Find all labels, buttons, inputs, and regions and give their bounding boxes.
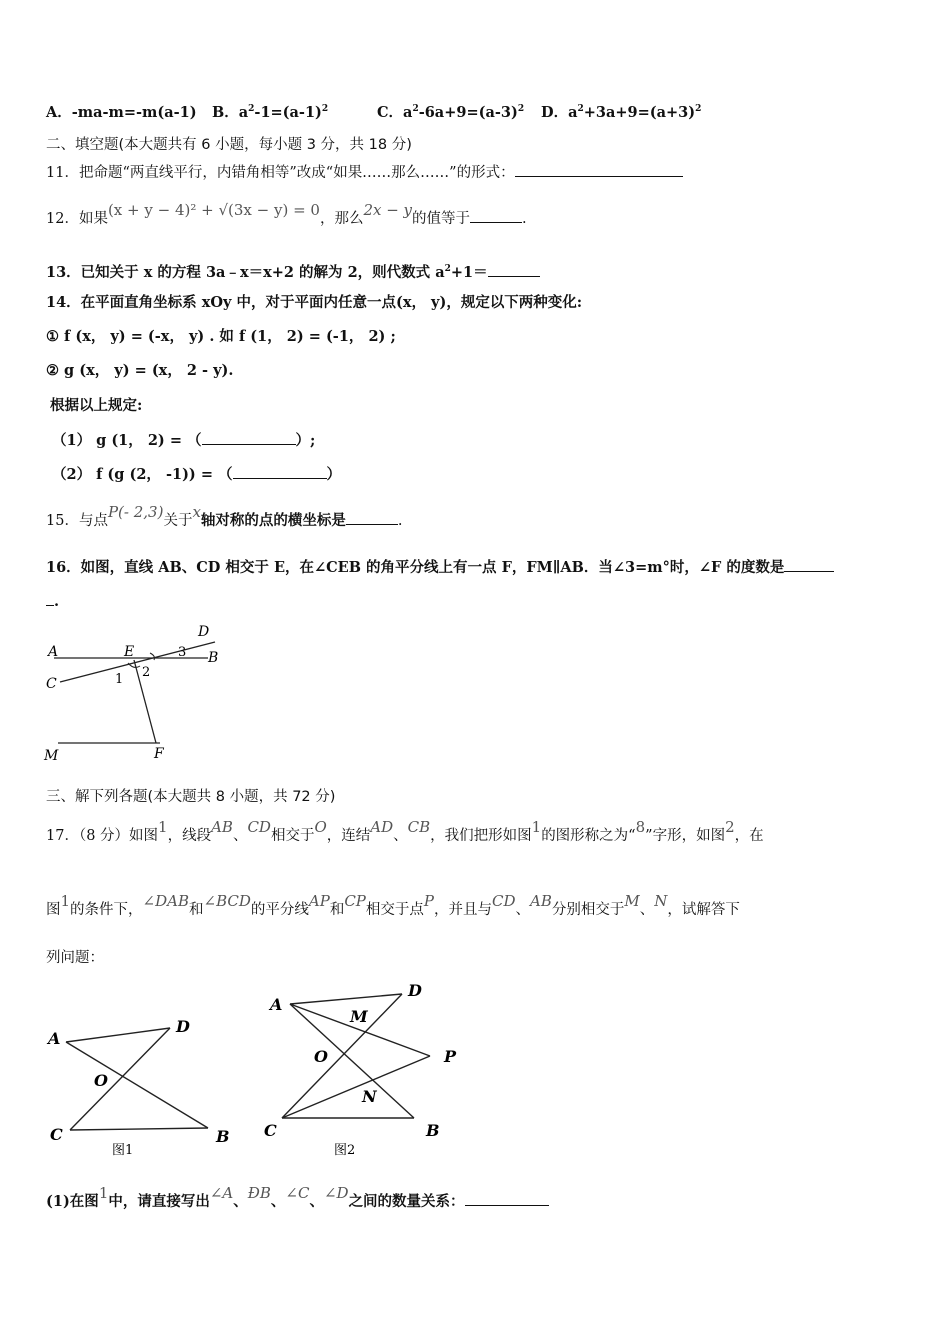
fig2-label-p: P	[444, 1047, 457, 1066]
question-14-sub2: （2） f (g (2， -1)) = （ ）	[52, 466, 342, 483]
question-11: 11．把命题“两直线平行，内错角相等”改成“如果……那么……”的形式：	[46, 162, 683, 183]
option-c: C．$a^2-6a+9=(a-3)^2$	[377, 104, 525, 121]
answer-blank[interactable]	[233, 464, 327, 479]
fig2-label-o: O	[314, 1047, 328, 1066]
label-b: B	[208, 650, 219, 666]
label-f: F	[154, 746, 164, 762]
axis-x: x	[192, 503, 201, 521]
fig2-label-n: N	[362, 1087, 377, 1106]
question-12: 12．如果(x + y − 4)² + √(3x − y) = 0，那么2x − y的值等于 .	[46, 201, 527, 227]
label-e: E	[124, 644, 135, 660]
answer-blank[interactable]	[784, 557, 834, 572]
fig1-label-d: D	[176, 1017, 190, 1036]
label-2: 2	[142, 665, 151, 680]
option-a: A．-ma-m=-m(a-1)	[46, 104, 197, 121]
answer-blank[interactable]	[470, 208, 522, 223]
point-p: P(- 2,3)	[107, 503, 164, 521]
figure-q16	[40, 620, 240, 770]
fig2-label-c: C	[264, 1121, 277, 1140]
fig2-caption: 图2	[334, 1143, 356, 1158]
question-16-cont: .	[46, 591, 59, 612]
formula-q12: (x + y − 4)² + √(3x − y) = 0	[107, 201, 320, 219]
expr-q12: 2x − y	[363, 201, 413, 219]
answer-blank[interactable]	[202, 430, 296, 445]
section2-header: 二、填空题(本大题共有 6 小题，每小题 3 分，共 18 分)	[46, 137, 412, 153]
label-c: C	[46, 676, 57, 692]
question-16: 16．如图，直线 AB、CD 相交于 E，在∠CEB 的角平分线上有一点 F，FM∥AB．当∠3=m°时，∠F 的度数是	[46, 557, 834, 578]
fig1-label-a: A	[48, 1029, 61, 1048]
label-1: 1	[115, 672, 124, 687]
label-a: A	[48, 644, 59, 660]
answer-blank[interactable]	[46, 591, 54, 606]
answer-blank[interactable]	[465, 1191, 549, 1206]
option-d: D．$a^2+3a+9=(a+3)^2$	[541, 104, 702, 121]
question-17-part1: (1)在图1中，请直接写出∠A、ÐB、∠C、∠D之间的数量关系：	[46, 1191, 549, 1212]
fig1-label-c: C	[50, 1125, 63, 1144]
fig2-label-m: M	[350, 1007, 368, 1026]
option-b: B．$a^2-1=(a-1)^2$	[212, 104, 329, 121]
answer-blank[interactable]	[346, 510, 398, 525]
question-14-stem: 14．在平面直角坐标系 xOy 中，对于平面内任意一点(x， y)，规定以下两种变化:	[46, 294, 583, 311]
question-17-line3: 列问题：	[46, 950, 104, 966]
label-3: 3	[178, 645, 187, 660]
question-14-note: 根据以上规定:	[50, 397, 143, 414]
fig1-caption: 图1	[112, 1143, 134, 1158]
answer-blank[interactable]	[488, 262, 540, 277]
question-17-line1: 17．（8 分）如图1，线段AB、CD相交于O，连结AD、CB，我们把形如图1的图形称之为“8”字形，如图2，在	[46, 818, 764, 844]
fig2-label-d: D	[408, 982, 422, 1000]
question-14-rule2: ② g (x， y) = (x， 2 - y).	[46, 362, 234, 379]
label-m: M	[44, 748, 59, 764]
fig2-label-b: B	[426, 1121, 440, 1140]
label-d: D	[198, 624, 210, 640]
line-cd	[60, 642, 215, 682]
answer-blank[interactable]	[515, 162, 683, 177]
section3-header: 三、解下列各题(本大题共 8 小题，共 72 分)	[46, 789, 336, 805]
fig1-label-b: B	[216, 1127, 230, 1146]
question-15: 15．与点P(- 2,3)关于x轴对称的点的横坐标是 .	[46, 503, 403, 529]
fig2-label-a: A	[270, 995, 283, 1014]
question-14-sub1: （1） g (1， 2) = （ ）;	[52, 432, 316, 449]
question-17-line2: 图1的条件下，∠DAB和∠BCD的平分线AP和CP相交于点P，并且与CD、AB分别相交于M、N，试解答下	[46, 892, 740, 918]
figure-1	[40, 1010, 240, 1160]
figure-2	[262, 982, 472, 1162]
question-14-rule1: ① f (x， y) = (-x， y) . 如 f (1， 2) = (-1， 2) ;	[46, 328, 396, 345]
fig1-label-o: O	[94, 1071, 108, 1090]
question-13: 13．已知关于 x 的方程 3a﹣x＝x+2 的解为 2，则代数式 $a^2+1=$	[46, 259, 540, 283]
